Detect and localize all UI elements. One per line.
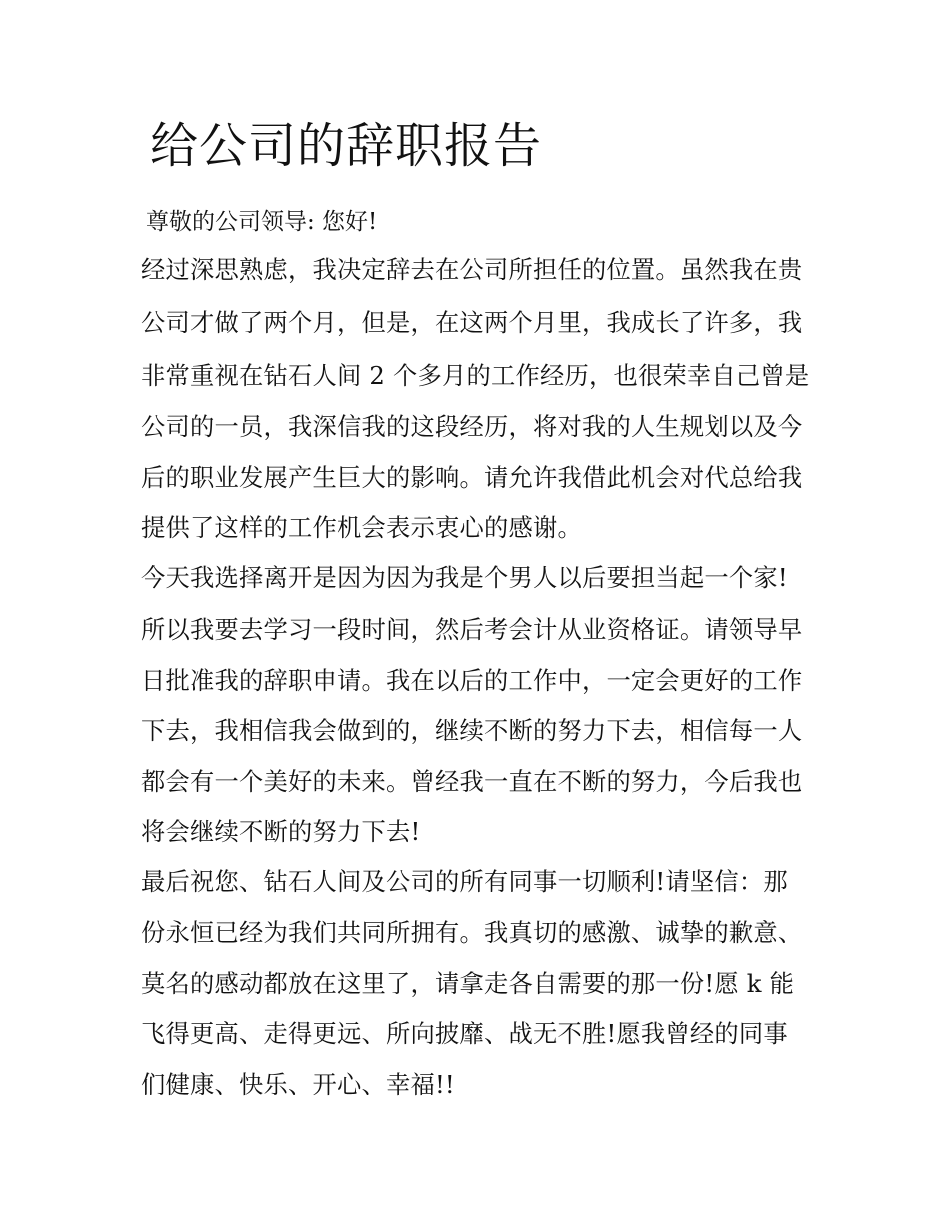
- body-line: 都会有一个美好的未来。曾经我一直在不断的努力，今后我也: [141, 767, 803, 796]
- body-line: 公司的一员，我深信我的这段经历，将对我的人生规划以及今: [141, 412, 803, 441]
- greeting-line: 尊敬的公司领导: 您好!: [146, 209, 378, 235]
- body-line: 份永恒已经为我们共同所拥有。我真切的感激、诚挚的歉意、: [141, 918, 803, 947]
- body-line: 日批准我的辞职申请。我在以后的工作中，一定会更好的工作: [141, 666, 803, 695]
- body-line: 飞得更高、走得更远、所向披靡、战无不胜!愿我曾经的同事: [141, 1019, 788, 1048]
- body-line: 后的职业发展产生巨大的影响。请允许我借此机会对代总给我: [141, 463, 803, 492]
- body-line: 今天我选择离开是因为因为我是个男人以后要担当起一个家!: [141, 563, 788, 592]
- body-line: 非常重视在钻石人间 2 个多月的工作经历，也很荣幸自己曾是: [141, 361, 810, 390]
- body-line: 经过深思熟虑，我决定辞去在公司所担任的位置。虽然我在贵: [141, 255, 803, 284]
- body-line: 们健康、快乐、开心、幸福!!: [141, 1070, 455, 1099]
- document-title: 给公司的辞职报告: [150, 118, 543, 174]
- body-line: 莫名的感动都放在这里了，请拿走各自需要的那一份!愿 k 能: [141, 969, 795, 998]
- body-line: 所以我要去学习一段时间，然后考会计从业资格证。请领导早: [141, 615, 803, 644]
- body-line: 公司才做了两个月，但是，在这两个月里，我成长了许多，我: [141, 308, 803, 337]
- body-line: 提供了这样的工作机会表示衷心的感谢。: [141, 513, 582, 542]
- body-line: 最后祝您、钻石人间及公司的所有同事一切顺利!请坚信：那: [141, 867, 788, 896]
- body-line: 将会继续不断的努力下去!: [141, 817, 421, 846]
- body-line: 下去，我相信我会做到的，继续不断的努力下去，相信每一人: [141, 716, 803, 745]
